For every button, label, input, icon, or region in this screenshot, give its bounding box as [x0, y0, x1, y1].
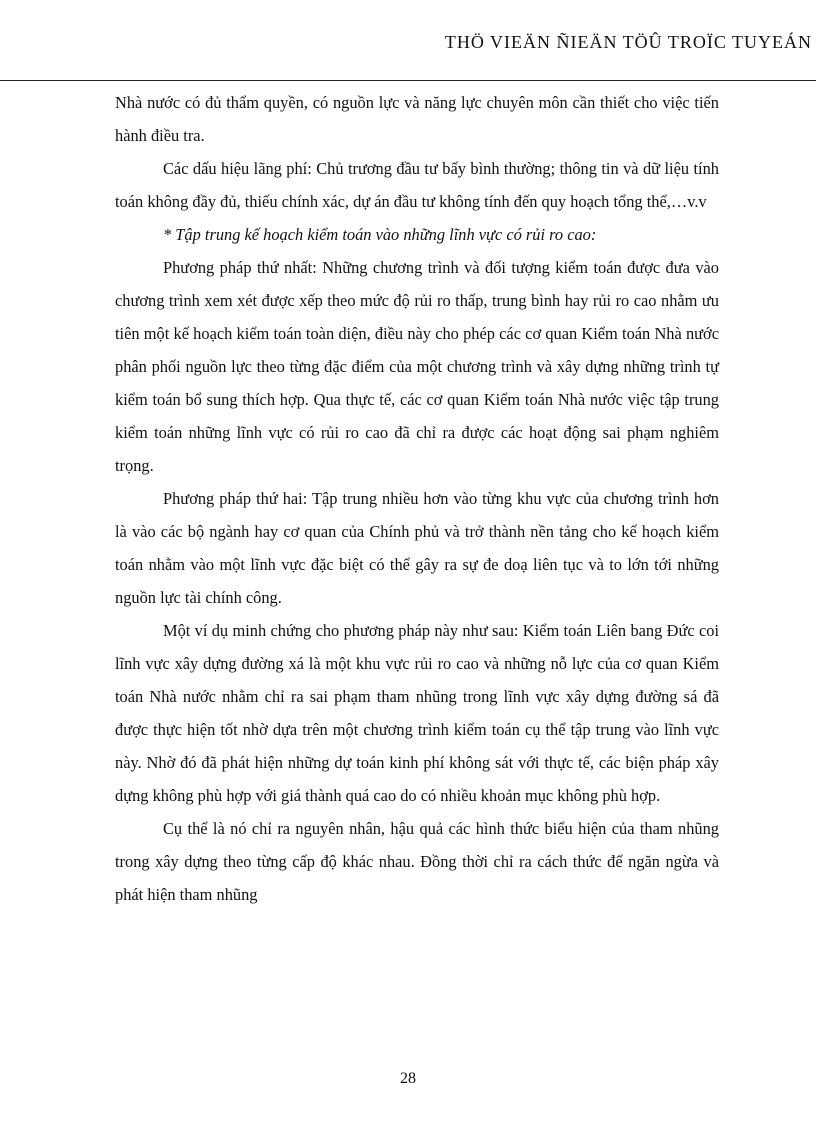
- page-header: [0, 24, 816, 64]
- document-body: [115, 86, 719, 911]
- page-number: 28: [400, 1070, 416, 1087]
- paragraph-example: Một ví dụ minh chứng cho phương pháp này như sau: Kiểm toán Liên bang Đức coi lĩnh vực xây dựng đường xá là một khu vực rủi ro cao và những nỗ lực của cơ quan Kiểm toán Nhà nước nhằm chỉ ra sai phạm tham nhũng trong lĩnh vực xây dựng đường sá đã được thực hiện tốt nhờ dựa trên một chương trình kiểm toán cụ thể tập trung vào lĩnh vực này. Nhờ đó đã phát hiện những dự toán kinh phí không sát với thực tế, các biện pháp xây dựng không phù hợp với giá thành quá cao do có nhiều khoản mục không phù hợp.: [115, 621, 719, 805]
- section-heading-high-risk: * Tập trung kế hoạch kiểm toán vào những lĩnh vực có rủi ro cao:: [163, 225, 597, 244]
- paragraph-waste-signs: Các dấu hiệu lãng phí: Chủ trương đầu tư bấy bình thường; thông tin và dữ liệu tính toán không đầy đủ, thiếu chính xác, dự án đầu tư không tính đến quy hoạch tổng thể,…v.v: [115, 159, 719, 211]
- paragraph-method-two: Phương pháp thứ hai: Tập trung nhiều hơn vào từng khu vực của chương trình hơn là vào các bộ ngành hay cơ quan của Chính phủ và trở thành nền tảng cho kế hoạch kiểm toán nhằm vào một lĩnh vực đặc biệt có thể gây ra sự đe doạ liên tục và to lớn tới những nguồn lực tài chính công.: [115, 489, 719, 607]
- paragraph-continuation: Nhà nước có đủ thẩm quyền, có nguồn lực và năng lực chuyên môn cần thiết cho việc tiến hành điều tra.: [115, 93, 719, 145]
- paragraph-specifics: Cụ thể là nó chỉ ra nguyên nhân, hậu quả các hình thức biểu hiện của tham nhũng trong xây dựng theo từng cấp độ khác nhau. Đồng thời chỉ ra cách thức để ngăn ngừa và phát hiện tham nhũng: [115, 819, 719, 904]
- header-rule: [0, 80, 816, 81]
- header-title: THÖ VIEÄN ÑIEÄN TÖÛ TROÏC TUYEÁN: [444, 32, 812, 52]
- paragraph-method-one: Phương pháp thứ nhất: Những chương trình và đối tượng kiểm toán được đưa vào chương trình xem xét được xếp theo mức độ rủi ro thấp, trung bình hay rủi ro cao nhằm ưu tiên một kế hoạch kiểm toán toàn diện, điều này cho phép các cơ quan Kiểm toán Nhà nước phân phối nguồn lực theo từng đặc điểm của một chương trình và xây dựng những trình tự kiểm toán bổ sung thích hợp. Qua thực tế, các cơ quan Kiểm toán Nhà nước việc tập trung kiểm toán những lĩnh vực có rủi ro cao đã chỉ ra được các hoạt động sai phạm nghiêm trọng.: [115, 258, 719, 475]
